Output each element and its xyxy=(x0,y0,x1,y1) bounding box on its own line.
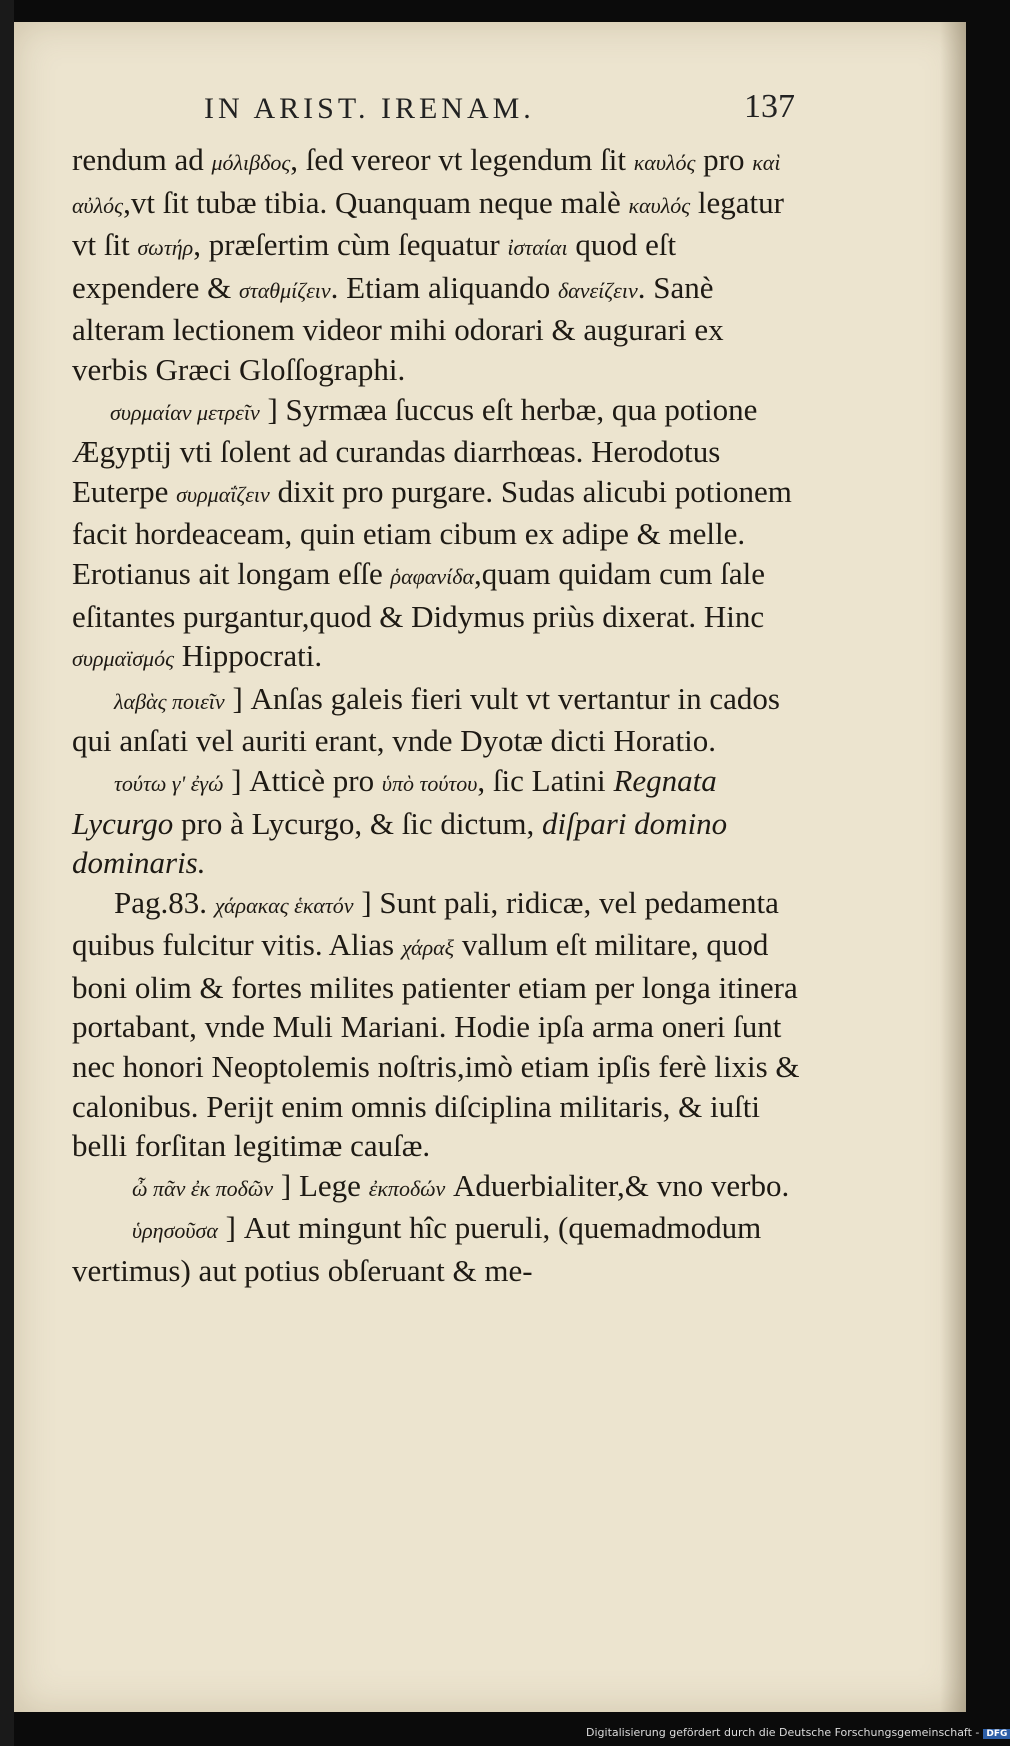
text-run: ] Anſas galeis fieri vult vt vertantur in cados qui anſati vel auriti erant, vnde Dyotæ dicti Horatio. xyxy=(72,680,780,759)
greek-word: σωτήρ xyxy=(137,235,194,261)
page-number: 137 xyxy=(744,88,795,125)
greek-word: ἰσταίαι xyxy=(507,235,568,261)
page-text xyxy=(72,140,800,1291)
greek-word: καυλός xyxy=(633,150,696,175)
greek-lemma: ὦ πᾶν ἐκ ποδῶν xyxy=(132,1175,274,1201)
text-run: Aduerbialiter,& vno verbo. xyxy=(445,1167,790,1203)
greek-word: ἐκποδών xyxy=(368,1175,446,1201)
text-run: , ſed vereor vt legendum ſit xyxy=(290,142,634,177)
greek-lemma: τούτω γ' ἐγώ xyxy=(114,770,224,796)
text-run: legatur vt ſit xyxy=(72,184,784,263)
book-page xyxy=(14,22,966,1712)
text-run: , præſertim cùm ſequatur xyxy=(193,227,508,263)
dfg-logo: DFG xyxy=(983,1729,1010,1739)
greek-word: καυλός xyxy=(628,192,691,218)
text-run: ,quam quidam cum ſale eſitantes purgantur,quod & Didymus priùs dixerat. Hinc xyxy=(72,555,765,634)
paragraph-4 xyxy=(72,761,800,883)
paragraph-2 xyxy=(72,390,800,679)
paragraph-7 xyxy=(72,1208,800,1290)
greek-lemma: χάρακας ἑκατόν xyxy=(214,892,354,918)
greek-lemma: ὑρησοῦσα xyxy=(132,1218,218,1244)
greek-word: ὑπὸ τούτου xyxy=(381,770,478,796)
greek-word: ῥαφανίδα xyxy=(390,563,475,589)
text-run: rendum ad xyxy=(72,142,212,177)
text-run: vallum eſt militare, quod boni olim & fortes milites patienter etiam per longa itinera portabant, vnde Muli Mariani. Hodie ipſa arma oneri ſunt nec honori Neoptolemis noſtris,imò etiam ipſis ferè lixis & calonibus. Perijt enim omnis diſciplina militaris, & iuſti belli forſitan legitimæ cauſæ. xyxy=(72,927,800,1164)
page-reference: Pag.83. xyxy=(114,884,215,920)
text-run: pro à Lycurgo, & ſic dictum, xyxy=(173,805,543,841)
text-run: quod eſt expendere & xyxy=(72,227,677,305)
text-run: . Etiam aliquando xyxy=(330,269,558,305)
text-run: dixit pro purgare. Sudas alicubi potionem facit hordeaceam, quin etiam cibum ex adipe & melle. Erotianus ait longam eſſe xyxy=(72,473,792,591)
text-run: ] Lege xyxy=(273,1167,369,1203)
greek-word: δανείζειν xyxy=(557,277,638,303)
greek-word: σταθμίζειν xyxy=(238,277,331,303)
paragraph-3 xyxy=(72,679,800,761)
running-title: IN ARIST. IRENAM. xyxy=(204,92,535,125)
text-run: ,vt ſit tubæ tibia. Quanquam neque malè xyxy=(123,184,629,220)
text-run: Hippocrati. xyxy=(174,638,323,674)
paragraph-5 xyxy=(72,883,800,1166)
paragraph-6 xyxy=(72,1166,800,1209)
text-run: pro xyxy=(695,142,753,177)
digitization-credit xyxy=(586,1726,1008,1739)
text-run: ] Atticè pro xyxy=(223,762,382,798)
scan-background xyxy=(0,0,14,1746)
italic-phrase: Regnata Lycurgo xyxy=(72,762,717,841)
greek-word: μόλιβδος xyxy=(211,150,291,175)
greek-lemma: λαβὰς ποιεῖν xyxy=(114,688,225,714)
page-gutter-shadow xyxy=(940,22,966,1712)
greek-word: καὶ αὐλός xyxy=(72,150,781,218)
greek-word: συρμαϊσμός xyxy=(72,646,175,672)
text-run: , ſic Latini xyxy=(477,762,614,798)
credit-text: Digitalisierung gefördert durch die Deutsche Forschungsgemeinschaft - xyxy=(586,1726,980,1739)
text-run: ] Sunt pali, ridicæ, vel pedamenta quibus fulcitur vitis. Alias xyxy=(72,884,779,963)
greek-lemma: συρμαίαν μετρεῖν xyxy=(110,399,260,425)
paragraph-1 xyxy=(72,140,800,390)
greek-word: συρμαΐζειν xyxy=(176,481,270,507)
greek-word: χάραξ xyxy=(401,935,455,961)
italic-quotation: diſpari domino dominaris. xyxy=(72,805,728,881)
text-run: . Sanè alteram lectionem videor mihi odorari & augurari ex verbis Græci Gloſſographi. xyxy=(72,269,724,387)
text-run: ] Syrmæa ſuccus eſt herbæ, qua potione Ægyptij vti ſolent ad curandas diarrhœas. Herodotus Euterpe xyxy=(72,391,758,509)
text-run: ] Aut mingunt hîc pueruli, (quemadmodum vertimus) aut potius obſeruant & me- xyxy=(72,1210,762,1289)
